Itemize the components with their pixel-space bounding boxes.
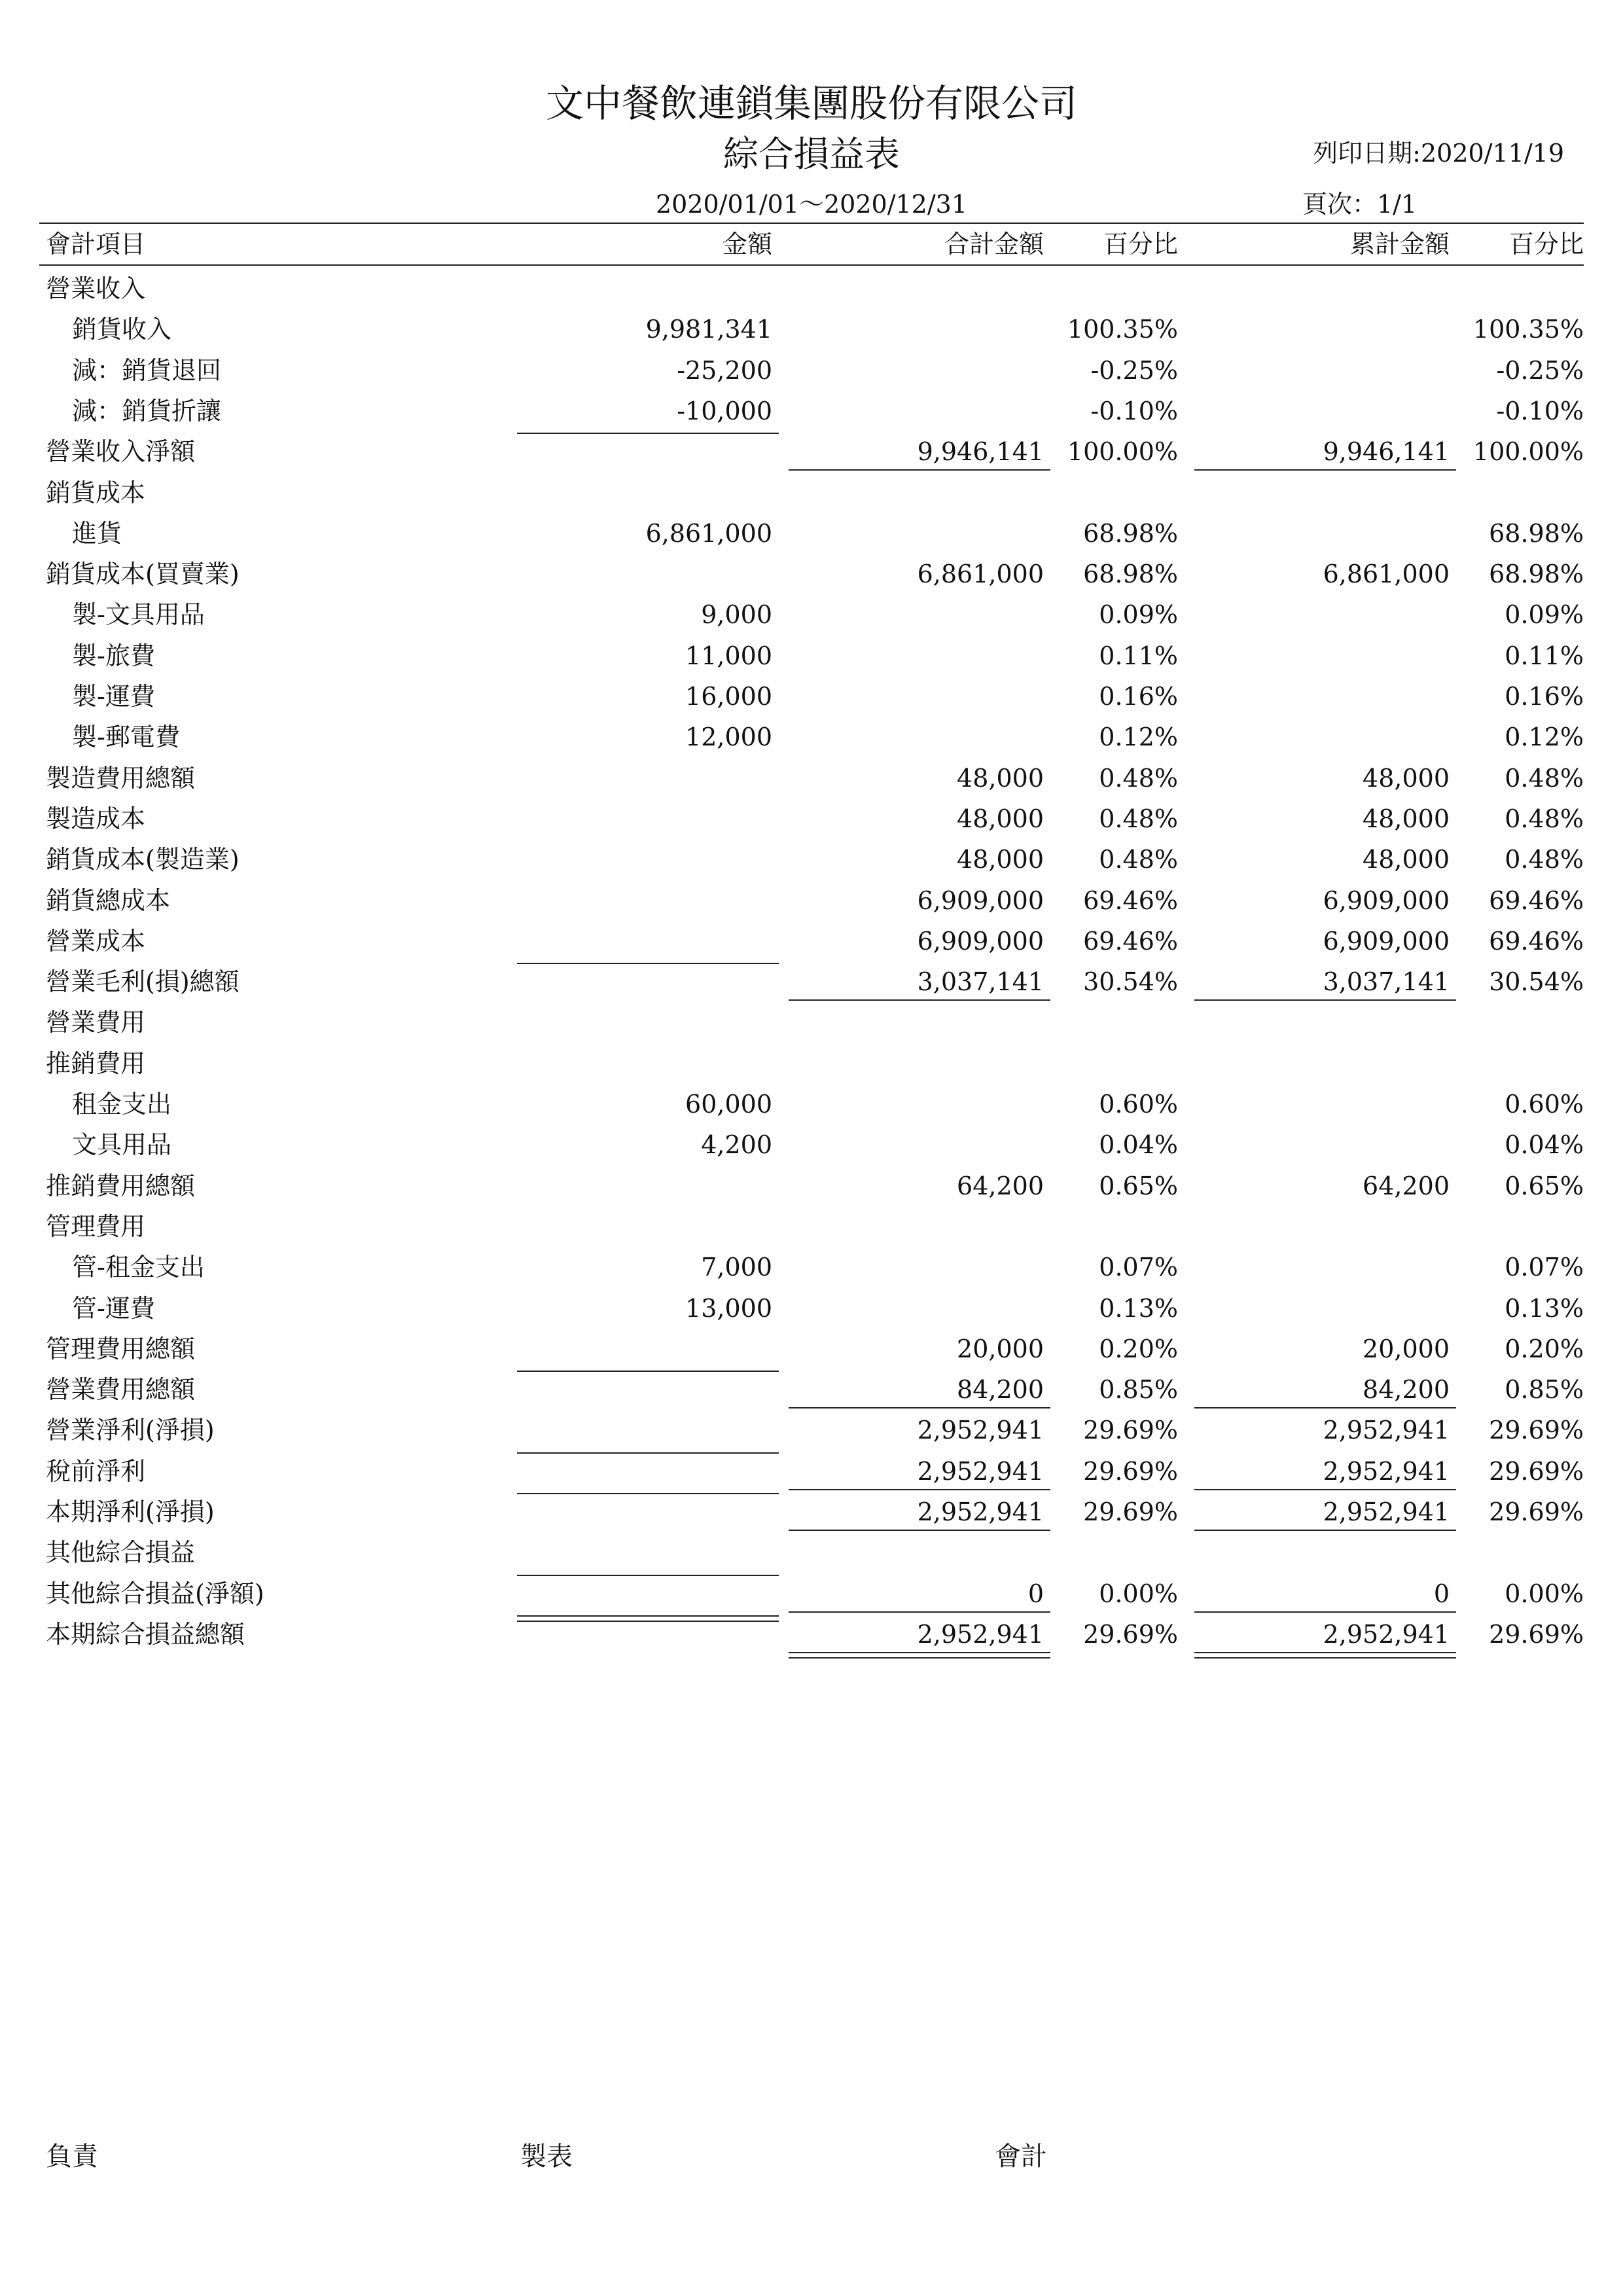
row-percent: -0.25%	[1090, 355, 1178, 385]
row-item-name: 管-租金支出	[72, 1253, 205, 1282]
table-row	[0, 1573, 1623, 1614]
cumulative-column-rule	[1194, 1611, 1456, 1613]
row-cumulative: 3,037,141	[1323, 967, 1450, 997]
row-cumulative-percent: 29.69%	[1489, 1416, 1584, 1445]
table-row	[0, 309, 1623, 350]
total-column-rule	[789, 999, 1050, 1001]
row-item-name: 營業毛利(損)總額	[46, 967, 240, 997]
cumulative-column-rule	[1194, 999, 1456, 1001]
row-cumulative-percent: 30.54%	[1489, 967, 1584, 997]
row-cumulative: 84,200	[1363, 1375, 1450, 1405]
table-row	[0, 1492, 1623, 1532]
row-percent: 29.69%	[1083, 1416, 1178, 1445]
signature-responsible: 負責	[46, 2142, 98, 2172]
row-cumulative: 20,000	[1363, 1334, 1450, 1363]
row-item-name: 銷貨成本	[46, 478, 146, 507]
cumulative-column-rule	[1194, 1530, 1456, 1531]
row-cumulative: 2,952,941	[1323, 1619, 1450, 1649]
row-item-name: 推銷費用總額	[46, 1171, 196, 1200]
table-row	[0, 676, 1623, 717]
row-item-name: 推銷費用	[46, 1049, 146, 1078]
company-name: 文中餐飲連鎖集團股份有限公司	[545, 81, 1077, 126]
row-cumulative-percent: 0.16%	[1505, 682, 1584, 711]
column-header-cumulative: 累計金額	[1349, 230, 1450, 259]
row-cumulative-percent: 100.35%	[1472, 315, 1584, 344]
row-percent: 0.12%	[1099, 723, 1178, 752]
cumulative-column-rule	[1194, 1489, 1456, 1490]
row-cumulative: 64,200	[1363, 1171, 1450, 1200]
row-amount: 9,000	[701, 600, 772, 630]
row-amount: 16,000	[685, 682, 772, 711]
row-cumulative: 2,952,941	[1323, 1456, 1450, 1486]
row-item-name: 文具用品	[72, 1130, 172, 1160]
row-item-name: 管-運費	[72, 1293, 155, 1323]
row-percent: 30.54%	[1083, 967, 1178, 997]
row-amount: 6,861,000	[645, 518, 772, 548]
row-amount: -10,000	[677, 396, 772, 425]
header-bottom-rule	[39, 264, 1584, 266]
row-amount: 13,000	[685, 1293, 772, 1323]
amount-column-rule	[517, 433, 779, 434]
table-row	[0, 636, 1623, 676]
row-percent: 69.46%	[1083, 926, 1178, 956]
column-header-row	[0, 224, 1623, 264]
row-percent: 0.48%	[1099, 804, 1178, 833]
table-row	[0, 431, 1623, 472]
row-percent: 100.35%	[1067, 315, 1178, 344]
total-column-rule	[789, 469, 1050, 471]
table-row	[0, 1329, 1623, 1369]
row-percent: 0.85%	[1099, 1375, 1178, 1405]
table-row	[0, 1206, 1623, 1247]
report-title: 綜合損益表	[723, 134, 900, 175]
row-amount: 11,000	[685, 641, 772, 670]
table-row	[0, 391, 1623, 431]
row-cumulative: 0	[1433, 1579, 1450, 1608]
row-cumulative-percent: 29.69%	[1489, 1619, 1584, 1649]
row-total: 2,952,941	[917, 1416, 1044, 1445]
row-amount: 60,000	[685, 1090, 772, 1119]
row-item-name: 其他綜合損益(淨額)	[46, 1579, 264, 1608]
table-row	[0, 513, 1623, 554]
column-header-total: 合計金額	[944, 230, 1044, 259]
table-row	[0, 839, 1623, 880]
row-item-name: 營業收入	[46, 274, 146, 303]
table-row	[0, 473, 1623, 513]
table-row	[0, 880, 1623, 921]
row-item-name: 營業成本	[46, 926, 146, 956]
row-total: 64,200	[957, 1171, 1044, 1200]
total-column-rule	[789, 1652, 1050, 1659]
row-cumulative-percent: 0.07%	[1505, 1253, 1584, 1282]
table-row	[0, 268, 1623, 309]
total-column-rule	[789, 1407, 1050, 1408]
row-percent: 0.09%	[1099, 600, 1178, 630]
row-cumulative-percent: -0.10%	[1496, 396, 1584, 425]
row-percent: 69.46%	[1083, 886, 1178, 915]
row-item-name: 管理費用	[46, 1211, 146, 1241]
row-cumulative-percent: 0.48%	[1505, 845, 1584, 874]
row-item-name: 製-運費	[72, 682, 155, 711]
table-row	[0, 1532, 1623, 1573]
column-header-cumulative-percent: 百分比	[1508, 230, 1584, 259]
amount-column-rule	[517, 1452, 779, 1454]
table-row	[0, 594, 1623, 635]
row-cumulative-percent: 100.00%	[1472, 437, 1584, 467]
row-total: 3,037,141	[917, 967, 1044, 997]
column-header-item: 會計項目	[46, 230, 146, 259]
row-item-name: 減：銷貨退回	[72, 355, 222, 385]
row-cumulative-percent: 0.09%	[1505, 600, 1584, 630]
row-cumulative-percent: 0.48%	[1505, 763, 1584, 793]
table-row	[0, 921, 1623, 961]
amount-column-rule	[517, 963, 779, 964]
row-item-name: 銷貨總成本	[46, 886, 171, 915]
row-percent: 100.00%	[1067, 437, 1178, 467]
row-total: 6,909,000	[917, 926, 1044, 956]
row-total: 6,861,000	[917, 560, 1044, 589]
table-row	[0, 1124, 1623, 1165]
signature-accounting: 會計	[995, 2142, 1047, 2172]
print-date: 列印日期:2020/11/19	[1313, 139, 1564, 168]
row-percent: 0.48%	[1099, 845, 1178, 874]
row-cumulative-percent: 69.46%	[1489, 886, 1584, 915]
table-row	[0, 1451, 1623, 1492]
table-row	[0, 350, 1623, 391]
row-total: 2,952,941	[917, 1498, 1044, 1526]
cumulative-column-rule	[1194, 1652, 1456, 1659]
row-item-name: 租金支出	[72, 1090, 172, 1119]
row-amount: 12,000	[685, 723, 772, 752]
row-percent: 0.16%	[1099, 682, 1178, 711]
page-number: 頁次：1/1	[1302, 190, 1418, 219]
row-item-name: 銷貨收入	[72, 315, 172, 344]
row-cumulative: 48,000	[1363, 804, 1450, 833]
row-total: 20,000	[957, 1334, 1044, 1363]
table-row	[0, 554, 1623, 594]
row-cumulative: 6,861,000	[1323, 560, 1450, 589]
row-item-name: 製造費用總額	[46, 763, 196, 793]
row-percent: 68.98%	[1083, 518, 1178, 548]
row-item-name: 製造成本	[46, 804, 146, 833]
row-percent: 0.04%	[1099, 1130, 1178, 1160]
amount-column-rule	[517, 1371, 779, 1372]
row-item-name: 營業淨利(淨損)	[46, 1416, 215, 1445]
row-percent: 0.00%	[1099, 1579, 1178, 1608]
amount-column-rule	[517, 1493, 779, 1494]
row-item-name: 銷貨成本(買賣業)	[46, 560, 240, 589]
row-percent: 0.60%	[1099, 1090, 1178, 1119]
row-percent: 0.11%	[1099, 641, 1178, 670]
row-item-name: 營業費用總額	[46, 1375, 196, 1405]
row-cumulative-percent: 0.85%	[1505, 1375, 1584, 1405]
table-row	[0, 1288, 1623, 1329]
row-percent: 0.13%	[1099, 1293, 1178, 1323]
row-cumulative: 2,952,941	[1323, 1416, 1450, 1445]
row-item-name: 營業費用	[46, 1008, 146, 1037]
row-cumulative-percent: 0.13%	[1505, 1293, 1584, 1323]
table-row	[0, 1166, 1623, 1206]
row-total: 6,909,000	[917, 886, 1044, 915]
row-amount: 9,981,341	[645, 315, 772, 344]
report-period: 2020/01/01～2020/12/31	[655, 190, 968, 219]
row-cumulative: 48,000	[1363, 845, 1450, 874]
row-percent: 29.69%	[1083, 1498, 1178, 1526]
signature-footer	[0, 2134, 1623, 2179]
amount-column-rule	[517, 1615, 779, 1622]
row-total: 9,946,141	[917, 437, 1044, 467]
row-cumulative-percent: 0.48%	[1505, 804, 1584, 833]
row-item-name: 進貨	[72, 518, 122, 548]
row-cumulative-percent: 0.00%	[1505, 1579, 1584, 1608]
row-total: 0	[1027, 1579, 1044, 1608]
row-cumulative-percent: 0.11%	[1505, 641, 1584, 670]
row-total: 48,000	[957, 845, 1044, 874]
table-row	[0, 1043, 1623, 1084]
row-cumulative: 9,946,141	[1323, 437, 1450, 467]
row-cumulative-percent: -0.25%	[1496, 355, 1584, 385]
row-item-name: 營業收入淨額	[46, 437, 196, 467]
row-item-name: 製-郵電費	[72, 723, 180, 752]
row-percent: 0.07%	[1099, 1253, 1178, 1282]
row-item-name: 管理費用總額	[46, 1334, 196, 1363]
row-cumulative-percent: 0.04%	[1505, 1130, 1584, 1160]
row-item-name: 本期淨利(淨損)	[46, 1498, 215, 1526]
cumulative-column-rule	[1194, 1407, 1456, 1408]
row-percent: 29.69%	[1083, 1456, 1178, 1486]
row-percent: 0.48%	[1099, 763, 1178, 793]
column-header-percent: 百分比	[1103, 230, 1178, 259]
row-cumulative-percent: 29.69%	[1489, 1456, 1584, 1486]
row-cumulative-percent: 68.98%	[1489, 560, 1584, 589]
row-item-name: 稅前淨利	[46, 1456, 146, 1486]
row-cumulative-percent: 0.20%	[1505, 1334, 1584, 1363]
row-item-name: 銷貨成本(製造業)	[46, 845, 240, 874]
row-amount: -25,200	[677, 355, 772, 385]
column-header-amount: 金額	[722, 230, 772, 259]
row-cumulative: 6,909,000	[1323, 926, 1450, 956]
row-item-name: 其他綜合損益	[46, 1538, 196, 1568]
row-cumulative-percent: 69.46%	[1489, 926, 1584, 956]
table-row	[0, 1247, 1623, 1287]
table-row	[0, 1369, 1623, 1410]
total-column-rule	[789, 1611, 1050, 1613]
row-total: 2,952,941	[917, 1619, 1044, 1649]
table-row	[0, 717, 1623, 757]
total-column-rule	[789, 1530, 1050, 1531]
row-cumulative-percent: 0.60%	[1505, 1090, 1584, 1119]
table-row	[0, 1410, 1623, 1450]
row-item-name: 製-旅費	[72, 641, 155, 670]
row-cumulative: 6,909,000	[1323, 886, 1450, 915]
row-amount: 7,000	[701, 1253, 772, 1282]
table-row	[0, 1614, 1623, 1655]
row-item-name: 本期綜合損益總額	[46, 1619, 245, 1649]
row-percent: 29.69%	[1083, 1619, 1178, 1649]
signature-prepared: 製表	[520, 2142, 573, 2172]
row-percent: 0.20%	[1099, 1334, 1178, 1363]
row-cumulative-percent: 68.98%	[1489, 518, 1584, 548]
row-percent: -0.10%	[1090, 396, 1178, 425]
row-cumulative-percent: 0.65%	[1505, 1171, 1584, 1200]
row-total: 48,000	[957, 763, 1044, 793]
row-percent: 0.65%	[1099, 1171, 1178, 1200]
table-row	[0, 961, 1623, 1002]
row-total: 2,952,941	[917, 1456, 1044, 1486]
row-cumulative-percent: 0.12%	[1505, 723, 1584, 752]
row-cumulative-percent: 29.69%	[1489, 1498, 1584, 1526]
table-row	[0, 1084, 1623, 1124]
row-amount: 4,200	[701, 1130, 772, 1160]
row-cumulative: 2,952,941	[1323, 1498, 1450, 1526]
row-total: 48,000	[957, 804, 1044, 833]
row-cumulative: 48,000	[1363, 763, 1450, 793]
total-column-rule	[789, 1489, 1050, 1490]
table-row	[0, 758, 1623, 798]
amount-column-rule	[517, 1575, 779, 1576]
row-item-name: 減：銷貨折讓	[72, 396, 222, 425]
cumulative-column-rule	[1194, 469, 1456, 471]
table-row	[0, 798, 1623, 839]
row-percent: 68.98%	[1083, 560, 1178, 589]
row-item-name: 製-文具用品	[72, 600, 205, 630]
table-row	[0, 1002, 1623, 1043]
row-total: 84,200	[957, 1375, 1044, 1405]
